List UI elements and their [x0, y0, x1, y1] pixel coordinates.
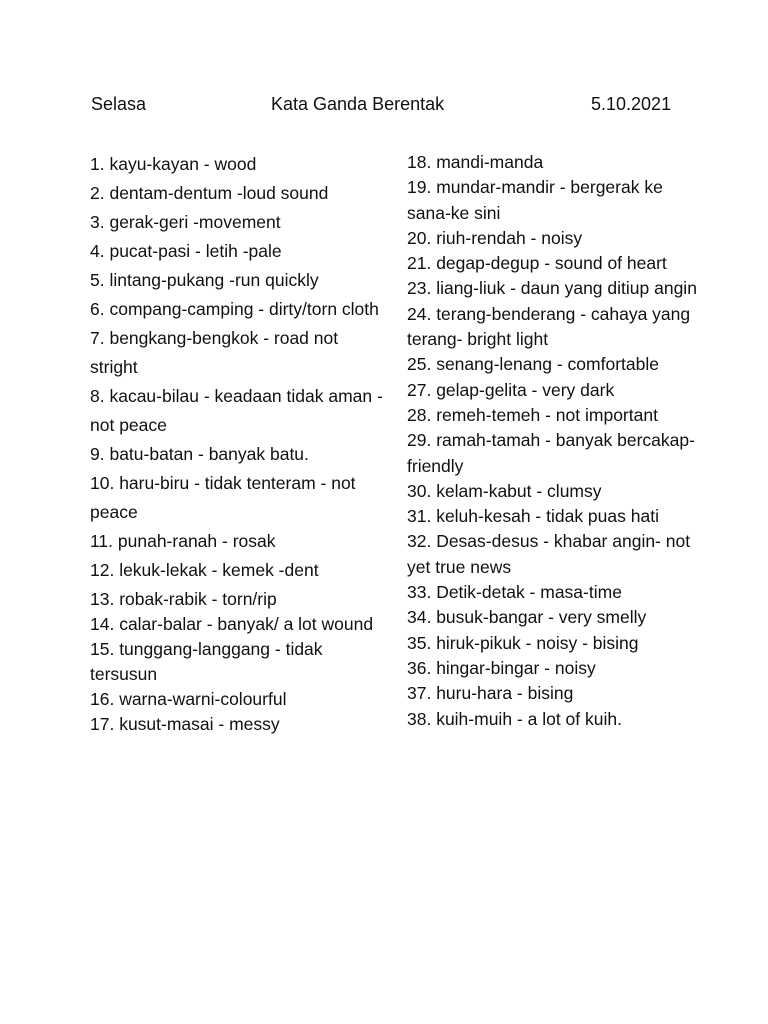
list-item: 38. kuih-muih - a lot of kuih.	[407, 708, 622, 729]
list-item: 37. huru-hara - bising	[407, 683, 574, 704]
list-item: 12. lekuk-lekak - kemek -dent	[90, 560, 319, 580]
list-item: 13. robak-rabik - torn/rip	[90, 589, 277, 609]
list-item: 8. kacau-bilau - keadaan tidak aman - not peace	[90, 386, 383, 435]
list-item: 36. hingar-bingar - noisy	[407, 657, 596, 678]
document-title: Kata Ganda Berentak	[271, 94, 445, 114]
list-item: 3. gerak-geri -movement	[90, 212, 281, 232]
list-item: 29. ramah-tamah - banyak bercakap- friendly	[407, 430, 695, 476]
list-item: 31. keluh-kesah - tidak puas hati	[407, 506, 659, 527]
list-item: 30. kelam-kabut - clumsy	[407, 480, 602, 501]
list-item: 1. kayu-kayan - wood	[90, 154, 257, 174]
list-item: 18. mandi-manda	[407, 152, 544, 172]
list-item: 33. Detik-detak - masa-time	[407, 582, 622, 603]
list-item: 19. mundar-mandir - bergerak ke sana-ke sini	[407, 177, 663, 223]
list-item: 9. batu-batan - banyak batu.	[90, 444, 309, 464]
list-item: 2. dentam-dentum -loud sound	[90, 183, 329, 203]
list-item: 24. terang-benderang - cahaya yang terang- bright light	[407, 303, 691, 350]
list-item: 4. pucat-pasi - letih -pale	[90, 241, 282, 261]
list-item: 23. liang-liuk - daun yang ditiup angin	[407, 278, 697, 299]
header-date: 5.10.2021	[591, 94, 672, 114]
list-item: 34. busuk-bangar - very smelly	[407, 607, 647, 628]
list-item: 25. senang-lenang - comfortable	[407, 354, 659, 375]
list-item: 15. tunggang-langgang - tidak tersusun	[90, 639, 323, 684]
list-item: 10. haru-biru - tidak tenteram - not peace	[90, 473, 356, 522]
list-item: 21. degap-degup - sound of heart	[407, 253, 667, 274]
list-item: 5. lintang-pukang -run quickly	[90, 270, 319, 290]
list-item: 32. Desas-desus - khabar angin- not yet true news	[407, 531, 691, 577]
word-list-right	[407, 150, 697, 732]
list-item: 7. bengkang-bengkok - road not stright	[90, 328, 339, 377]
list-item: 14. calar-balar - banyak/ a lot wound	[90, 614, 374, 634]
word-list-left	[90, 150, 390, 737]
list-item: 28. remeh-temeh - not important	[407, 404, 658, 425]
list-item: 16. warna-warni-colourful	[90, 689, 287, 709]
list-item: 6. compang-camping - dirty/torn cloth	[90, 299, 379, 319]
list-item: 17. kusut-masai - messy	[90, 714, 280, 734]
list-item: 11. punah-ranah - rosak	[90, 531, 276, 551]
list-item: 20. riuh-rendah - noisy	[407, 227, 583, 248]
list-item: 27. gelap-gelita - very dark	[407, 379, 615, 400]
header-day: Selasa	[91, 94, 147, 114]
list-item: 35. hiruk-pikuk - noisy - bising	[407, 632, 639, 653]
